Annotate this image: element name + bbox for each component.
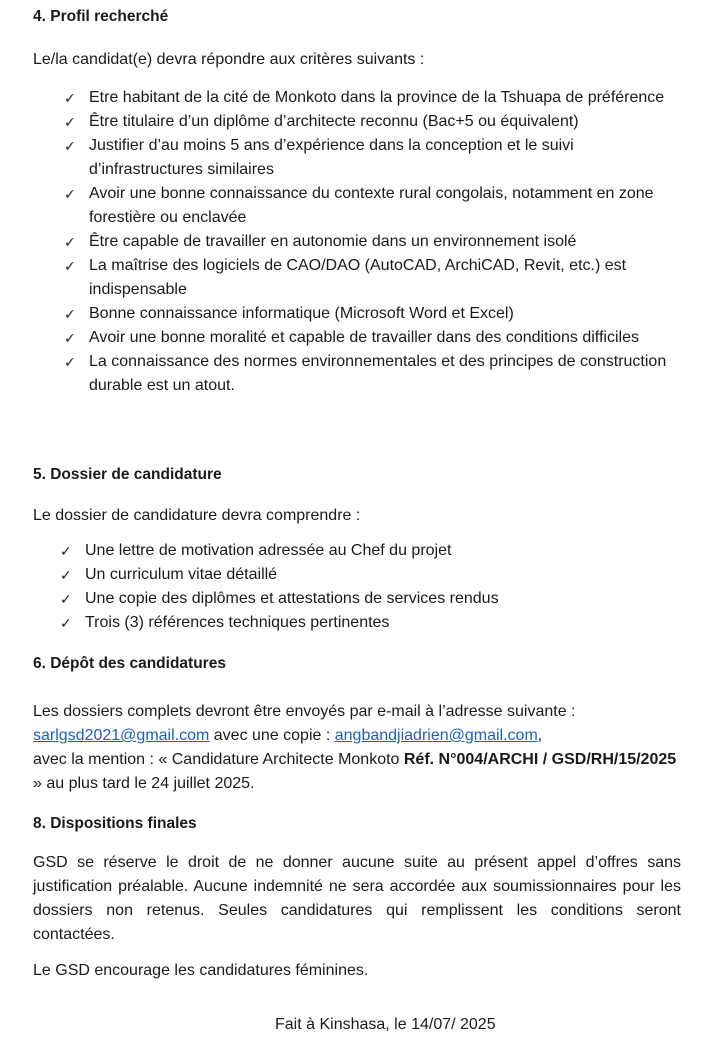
profile-criteria-list	[64, 86, 681, 398]
list-item: ✓ Être titulaire d’un diplôme d’architecte reconnu (Bac+5 ou équivalent)	[89, 110, 681, 134]
list-item: ✓ Une copie des diplômes et attestations de services rendus	[85, 587, 681, 611]
list-item: ✓ Un curriculum vitae détaillé	[85, 563, 681, 587]
section-8-paragraph: GSD se réserve le droit de ne donner aucune suite au présent appel d’offres sans justification préalable. Aucune indemnité ne sera accordée aux soumissionnaires pour les dossiers non retenus. Seules candidatures qui remplissent les conditions seront contactées.	[33, 854, 681, 943]
section-6-text: Les dossiers complets devront être envoyés par e-mail à l’adresse suivante : sarlgsd2021@gmail.com avec une copie : angbandjiadrien@gmail.com, avec la mention : « Candidature Architecte Monkoto Réf. N°004/ARCHI / GSD/RH/15/2025 » au plus tard le 24 juillet 2025.	[33, 703, 677, 792]
email-link-sarlgsd[interactable]: sarlgsd2021@gmail.com	[33, 727, 210, 744]
list-item: ✓ La maîtrise des logiciels de CAO/DAO (AutoCAD, ArchiCAD, Revit, etc.) est indispensable	[89, 254, 681, 302]
list-item: ✓ Avoir une bonne connaissance du contexte rural congolais, notamment en zone forestière ou enclavée	[89, 182, 681, 230]
reference-number: Réf. N°004/ARCHI / GSD/RH/15/2025	[403, 751, 677, 768]
section-6-title: 6. Dépôt des candidatures	[33, 655, 226, 672]
checkmark-icon: ✓	[60, 567, 72, 583]
list-item: ✓ Justifier d’au moins 5 ans d’expérience dans la conception et le suivi d’infrastructures similaires	[89, 134, 681, 182]
checkmark-icon: ✓	[60, 615, 72, 631]
checkmark-icon: ✓	[64, 114, 76, 130]
checkmark-icon: ✓	[64, 258, 76, 274]
signature-line: Fait à Kinshasa, le 14/07/ 2025	[275, 1016, 496, 1033]
section-8-closing: Le GSD encourage les candidatures féminines.	[33, 962, 369, 979]
checkmark-icon: ✓	[64, 354, 76, 370]
section-5-title: 5. Dossier de candidature	[33, 466, 222, 483]
list-item: ✓ Bonne connaissance informatique (Microsoft Word et Excel)	[89, 302, 681, 326]
checkmark-icon: ✓	[64, 234, 76, 250]
list-item: ✓ La connaissance des normes environnementales et des principes de construction durable est un atout.	[89, 350, 681, 398]
checkmark-icon: ✓	[64, 330, 76, 346]
list-item: ✓ Être capable de travailler en autonomie dans un environnement isolé	[89, 230, 681, 254]
email-link-angbandji[interactable]: angbandjiadrien@gmail.com	[334, 727, 538, 744]
section-8-title: 8. Dispositions finales	[33, 815, 197, 832]
list-item: ✓ Avoir une bonne moralité et capable de travailler dans des conditions difficiles	[89, 326, 681, 350]
section-4-title: 4. Profil recherché	[33, 8, 169, 25]
list-item: ✓ Etre habitant de la cité de Monkoto dans la province de la Tshuapa de préférence	[89, 86, 681, 110]
section-5-intro: Le dossier de candidature devra comprendre :	[33, 507, 361, 524]
section-4-intro: Le/la candidat(e) devra répondre aux critères suivants :	[33, 51, 425, 68]
checkmark-icon: ✓	[64, 306, 76, 322]
checkmark-icon: ✓	[60, 543, 72, 559]
checkmark-icon: ✓	[64, 186, 76, 202]
list-item: ✓ Trois (3) références techniques pertinentes	[85, 611, 681, 635]
list-item: ✓ Une lettre de motivation adressée au Chef du projet	[85, 539, 681, 563]
application-documents-list	[60, 539, 681, 635]
checkmark-icon: ✓	[64, 138, 76, 154]
checkmark-icon: ✓	[64, 90, 76, 106]
checkmark-icon: ✓	[60, 591, 72, 607]
